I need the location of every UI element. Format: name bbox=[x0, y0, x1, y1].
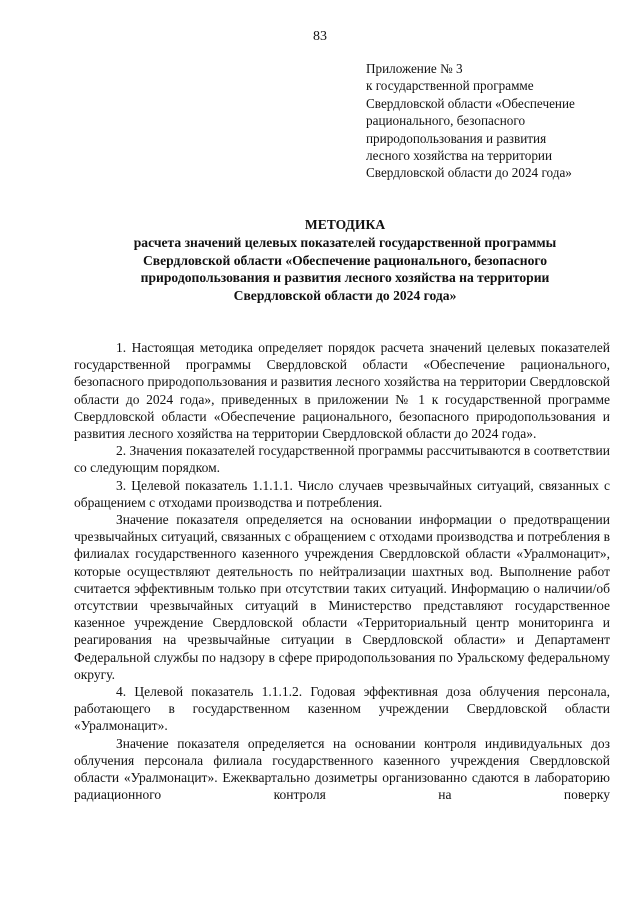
appendix-line: Приложение № 3 bbox=[366, 61, 463, 76]
document-title bbox=[90, 216, 600, 305]
paragraph-6: Значение показателя определяется на основании контроля индивидуальных доз облучения персонала филиала государственного казенного учреждения Свердловской области «Уралмонацит». Ежеквартально дозиметры организованно сдаются в лабораторию радиационного контроля на поверку bbox=[74, 735, 610, 803]
title-subtitle-line: природопользования и развития лесного хозяйства на территории bbox=[140, 270, 550, 286]
paragraph-5: 4. Целевой показатель 1.1.1.2. Годовая эффективная доза облучения персонала, работающего в государственном казенном учреждении Свердловской области «Уралмонацит». bbox=[74, 684, 610, 734]
title-heading: МЕТОДИКА bbox=[304, 217, 386, 232]
title-subtitle-line: Свердловской области «Обеспечение рационального, безопасного bbox=[142, 252, 548, 268]
appendix-line: рационального, безопасного bbox=[366, 113, 526, 129]
title-subtitle-line: расчета значений целевых показателей государственной программы bbox=[133, 234, 557, 250]
page-number: 83 bbox=[313, 29, 327, 44]
appendix-line: природопользования и развития bbox=[366, 130, 547, 146]
appendix-line: Свердловской области до 2024 года» bbox=[366, 165, 572, 181]
paragraph-3: 3. Целевой показатель 1.1.1.1. Число случаев чрезвычайных ситуаций, связанных с обращением с отходами производства и потребления. bbox=[74, 477, 610, 510]
paragraph-4: Значение показателя определяется на основании информации о предотвращении чрезвычайных ситуаций, связанных с обращением с отходами производства и потребления в филиалах государственного казенного учреждения Свердловской области «Уралмонацит», которые осуществляют деятельность по нейтрализации шахтных вод. Выполнение работ считается эффективным только при отсутствии таких ситуаций. Информацию о наличии/об отсутствии чрезвычайных ситуаций в Министерство представляют государственное казенное учреждение Свердловской области «Территориальный центр мониторинга и реагирования на чрезвычайные ситуации в Свердловской области» и Департамент Федеральной службы по надзору в сфере природопользования по Уральскому федеральному округу. bbox=[74, 512, 610, 682]
paragraph-1: 1. Настоящая методика определяет порядок расчета значений целевых показателей государственной программы Свердловской области «Обеспечение рационального, безопасного природопользования и развития лесного хозяйства на территории Свердловской области до 2024 года», приведенных в приложении № 1 к государственной программе Свердловской области «Обеспечение рационального, безопасного природопользования и развития лесного хозяйства на территории Свердловской области до 2024 года». bbox=[74, 340, 610, 442]
document-body bbox=[74, 339, 610, 803]
paragraph-2: 2. Значения показателей государственной программы рассчитываются в соответствии со следующим порядком. bbox=[74, 443, 610, 476]
appendix-line: Свердловской области «Обеспечение bbox=[366, 95, 575, 111]
appendix-line: к государственной программе bbox=[366, 78, 534, 94]
appendix-line: лесного хозяйства на территории bbox=[366, 148, 553, 164]
appendix-reference bbox=[366, 60, 628, 182]
title-subtitle-line: Свердловской области до 2024 года» bbox=[233, 288, 457, 304]
